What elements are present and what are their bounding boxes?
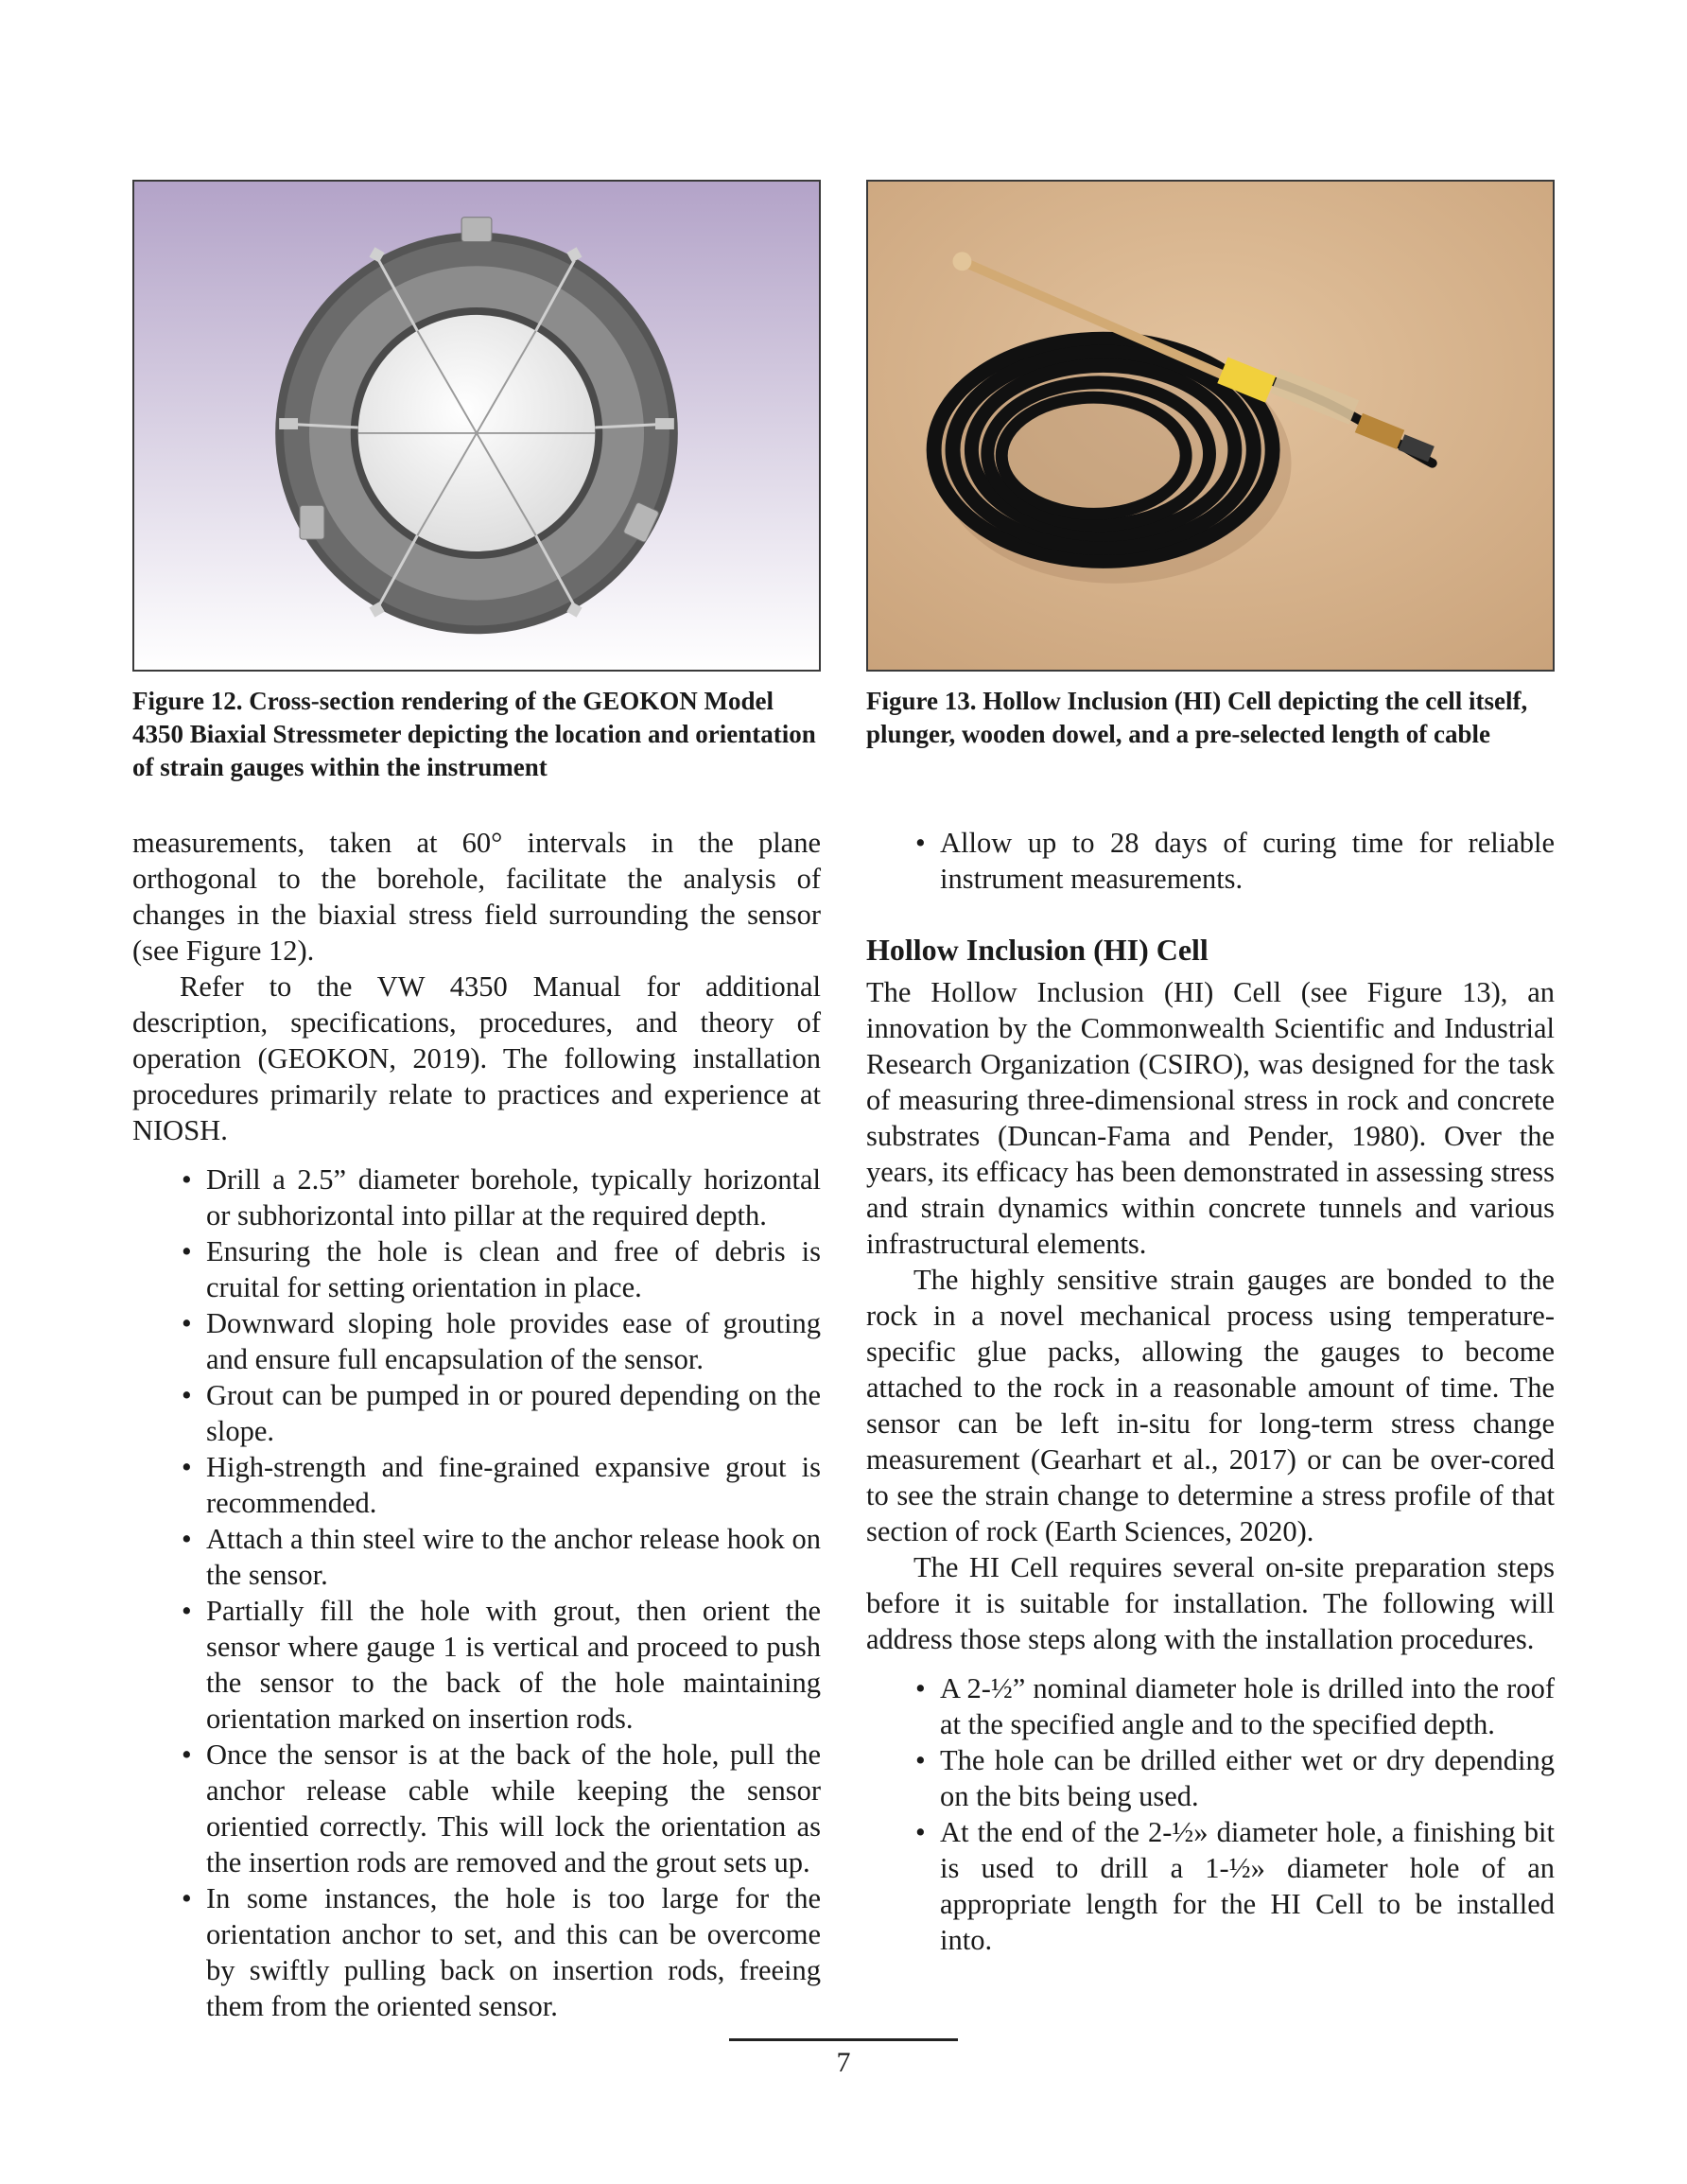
left-body-text — [132, 825, 821, 2024]
left-paragraph-2: Refer to the VW 4350 Manual for additional description, specifications, procedures, and theory of operation (GEOKON, 2019). The following installation procedures primarily relate to practices and experience at NIOSH. — [132, 970, 821, 1146]
footer-rule — [729, 2038, 958, 2041]
figure-13-image — [866, 180, 1555, 672]
right-body-text — [866, 825, 1555, 1958]
list-item: • Drill a 2.5” diameter borehole, typically horizontal or subhorizontal into pillar at the required depth. — [182, 1163, 821, 1232]
right-paragraph-2: The highly sensitive strain gauges are bonded to the rock in a novel mechanical process using temperature-specific glue packs, allowing the gauges to become attached to the rock in a reasonable amount of time. The sensor can be left in-situ for long-term stress change measurement (Gearhart et al., 2017) or can be over-cored to see the strain change to determine a stress profile of that section of rock (Earth Sciences, 2020). — [866, 1264, 1555, 1547]
figure-13-caption: Figure 13. Hollow Inclusion (HI) Cell depicting the cell itself, plunger, wooden dowel, and a pre-selected length of cable — [866, 687, 1528, 748]
list-item: • Grout can be pumped in or poured depending on the slope. — [182, 1379, 821, 1447]
figure-12-caption: Figure 12. Cross-section rendering of the GEOKON Model 4350 Biaxial Stressmeter depicting the location and orientation of strain gauges within the instrument — [132, 687, 816, 781]
list-item: • High-strength and fine-grained expansive grout is recommended. — [182, 1451, 821, 1519]
list-item: • Downward sloping hole provides ease of grouting and ensure full encapsulation of the sensor. — [182, 1307, 821, 1375]
list-item: • In some instances, the hole is too large for the orientation anchor to set, and this can be overcome by swiftly pulling back on insertion rods, freeing them from the oriented sensor. — [182, 1882, 821, 2022]
list-item: • Attach a thin steel wire to the anchor release hook on the sensor. — [182, 1523, 821, 1591]
stressmeter-cross-section-illustration — [134, 182, 819, 670]
hi-cell-photo-illustration — [868, 182, 1553, 670]
list-item: • Allow up to 28 days of curing time for reliable instrument measurements. — [915, 827, 1555, 895]
installation-steps-list — [132, 1162, 821, 2024]
list-item: • Ensuring the hole is clean and free of debris is cruital for setting orientation in place. — [182, 1235, 821, 1303]
list-item: • Partially fill the hole with grout, then orient the sensor where gauge 1 is vertical and proceed to push the sensor to the back of the hole maintaining orientation marked on insertion rods. — [182, 1595, 821, 1735]
list-item: • A 2-½” nominal diameter hole is drilled into the roof at the specified angle and to the specified depth. — [915, 1672, 1555, 1740]
right-paragraph-1: The Hollow Inclusion (HI) Cell (see Figure 13), an innovation by the Commonwealth Scientific and Industrial Research Organization (CSIRO), was designed for the task of measuring three-dimensional stress in rock and concrete substrates (Duncan-Fama and Pender, 1980). Over the years, its efficacy has been demonstrated in assessing stress and strain dynamics within concrete tunnels and various infrastructural elements. — [866, 976, 1555, 1260]
section-heading: Hollow Inclusion (HI) Cell — [866, 933, 1209, 967]
left-paragraph-1: measurements, taken at 60° intervals in the plane orthogonal to the borehole, facilitate the analysis of changes in the biaxial stress field surrounding the sensor (see Figure 12). — [132, 827, 821, 967]
hi-cell-steps-list — [866, 1670, 1555, 1958]
page-number: 7 — [836, 2047, 851, 2078]
figure-12-image — [132, 180, 821, 672]
right-paragraph-3: The HI Cell requires several on-site preparation steps before it is suitable for installation. The following will address those steps along with the installation procedures. — [866, 1551, 1555, 1655]
list-item: • Once the sensor is at the back of the hole, pull the anchor release cable while keeping the sensor orientied correctly. This will lock the orientation as the insertion rods are removed and the grout sets up. — [182, 1738, 821, 1878]
list-item: • The hole can be drilled either wet or dry depending on the bits being used. — [915, 1744, 1555, 1812]
curing-time-list — [866, 825, 1555, 897]
list-item: • At the end of the 2-½» diameter hole, a finishing bit is used to drill a 1-½» diameter hole of an appropriate length for the HI Cell to be installed into. — [915, 1816, 1555, 1956]
